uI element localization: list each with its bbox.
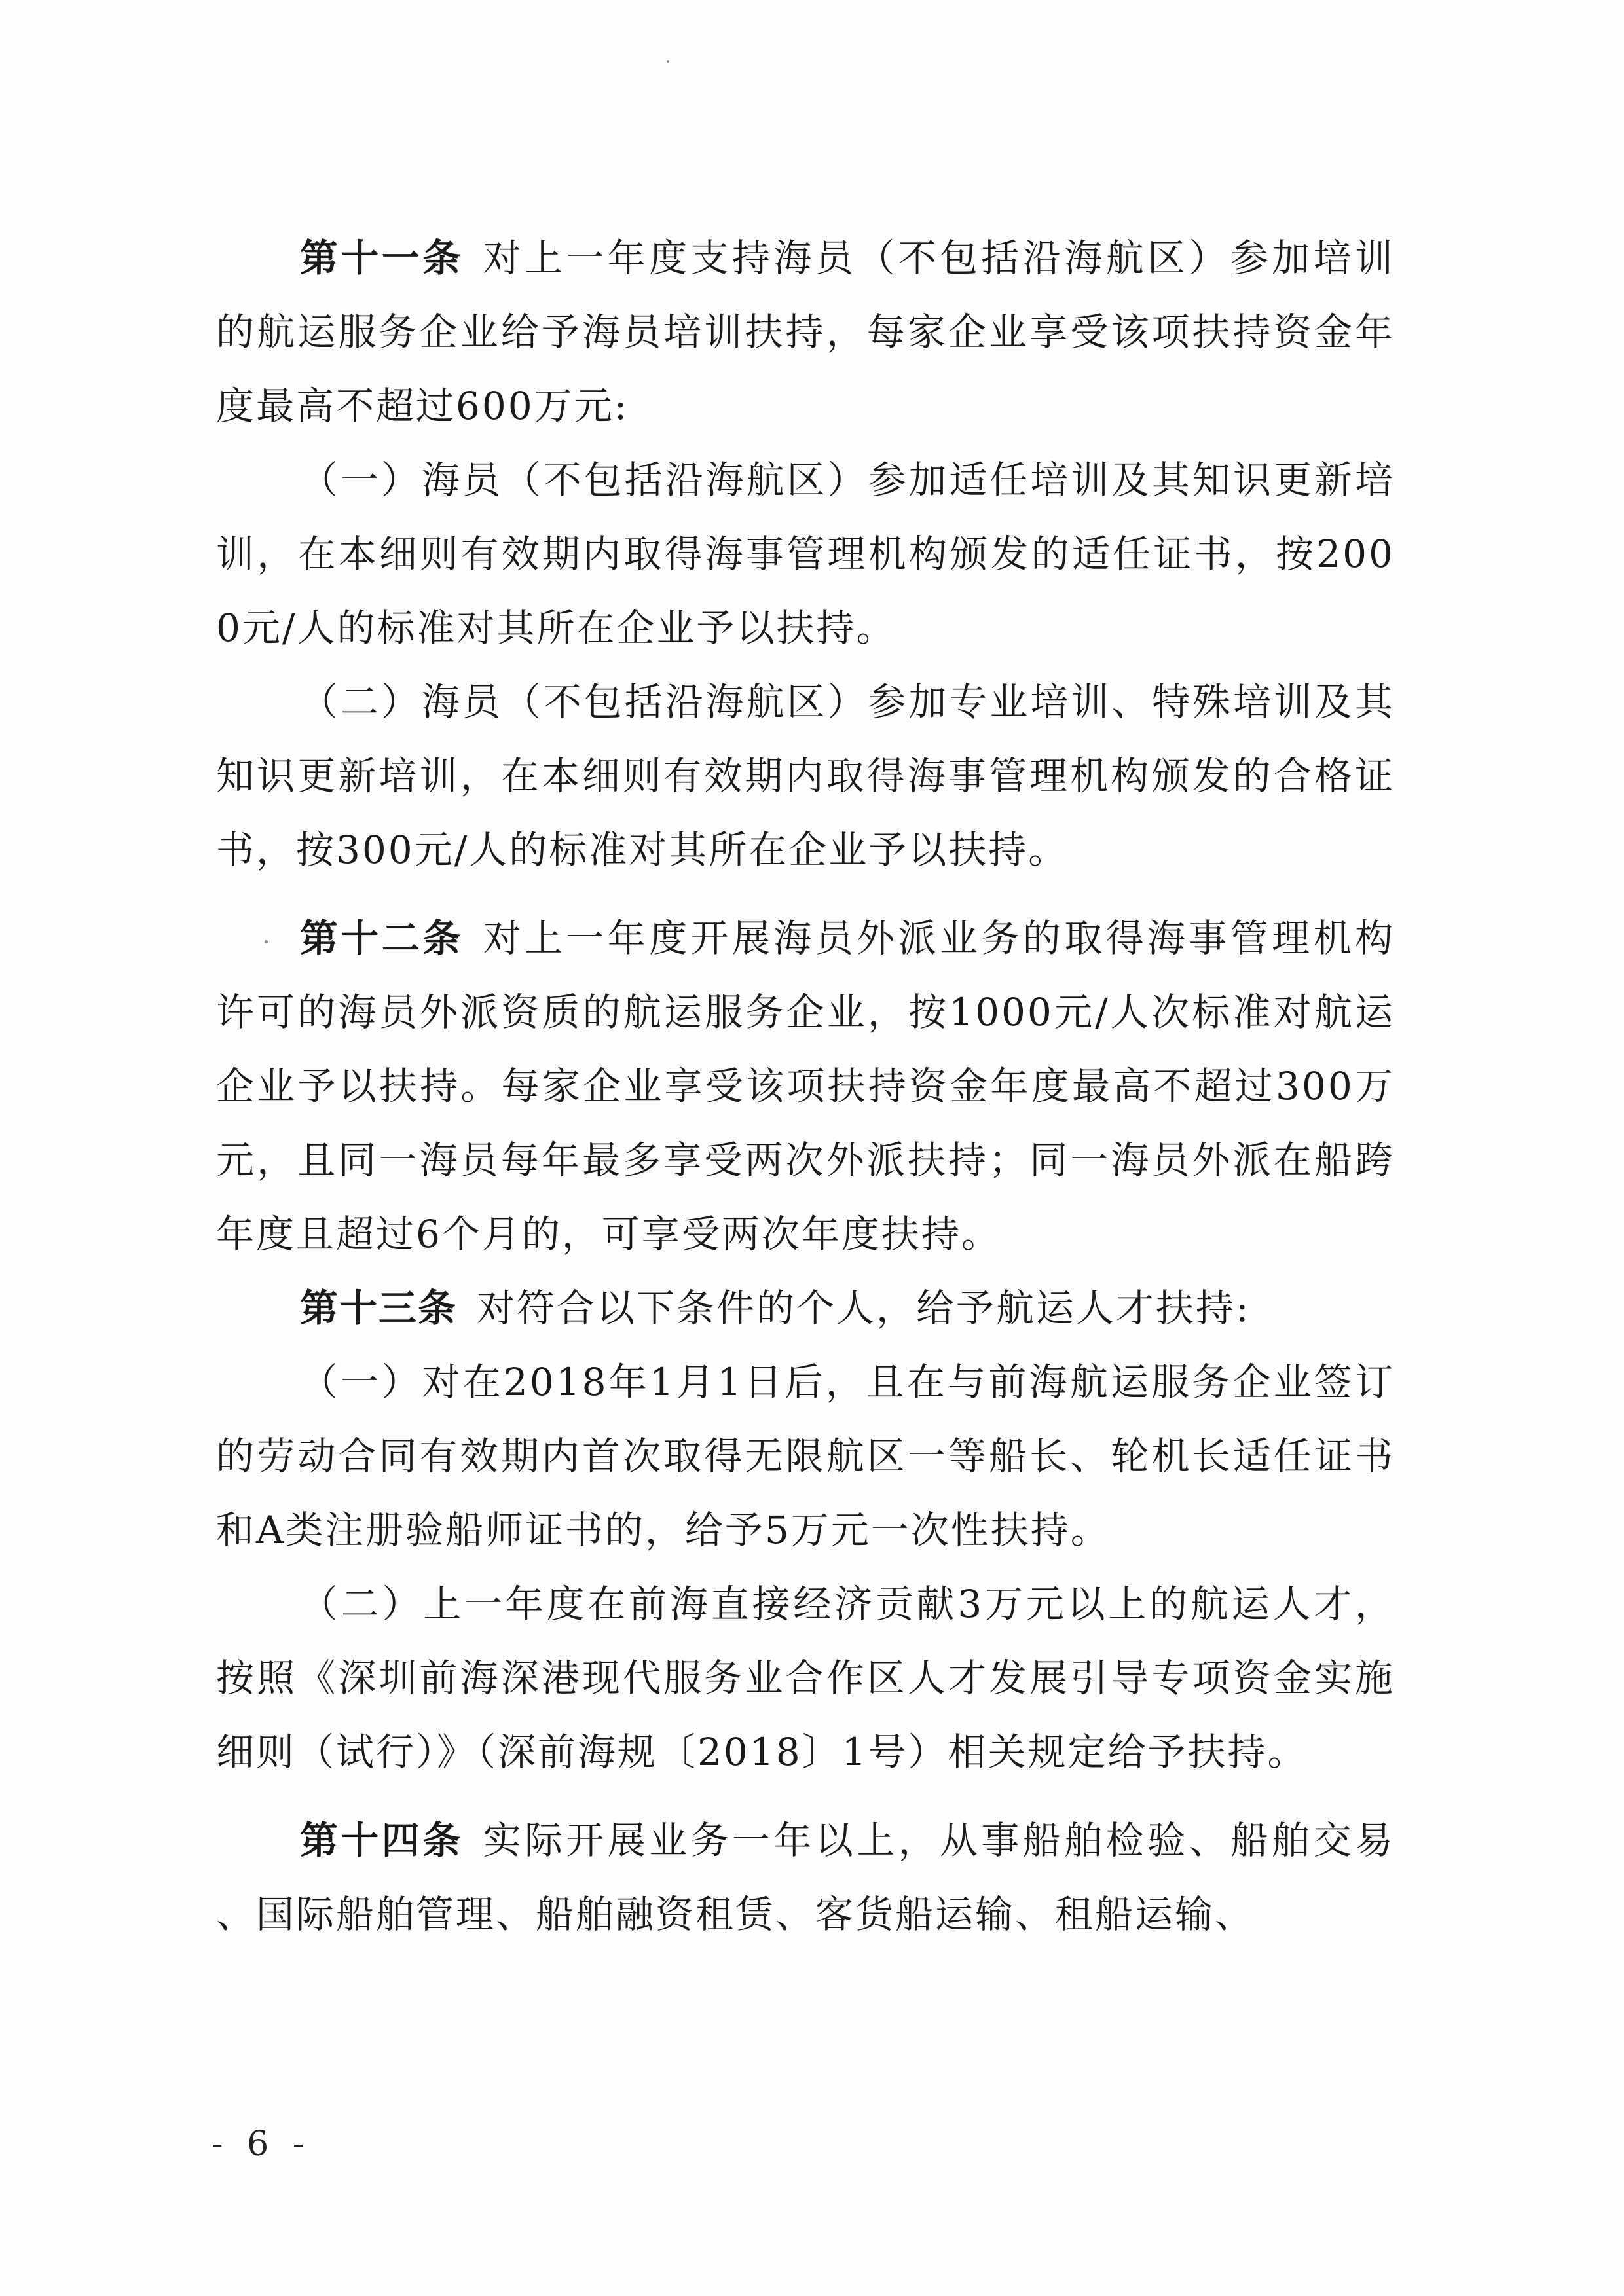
article-11-text: 对上一年度支持海员（不包括沿海航区）参加培训的航运服务企业给予海员培训扶持，每家企业享受该项扶持资金年度最高不超过600万元: — [216, 236, 1395, 428]
article-12-paragraph — [216, 902, 1395, 1271]
document-body — [216, 221, 1395, 1952]
article-14-text: 实际开展业务一年以上，从事船舶检验、船舶交易、国际船舶管理、船舶融资租赁、客货船运输、租船运输、 — [216, 1818, 1395, 1937]
scan-speck — [667, 60, 669, 63]
article-11-item-2-text: （二）海员（不包括沿海航区）参加专业培训、特殊培训及其知识更新培训，在本细则有效期内取得海事管理机构颁发的合格证书，按300元/人的标准对其所在企业予以扶持。 — [216, 680, 1395, 872]
article-13-item-2 — [216, 1567, 1395, 1789]
article-12-text: 对上一年度开展海员外派业务的取得海事管理机构许可的海员外派资质的航运服务企业，按1000元/人次标准对航运企业予以扶持。每家企业享受该项扶持资金年度最高不超过300万元，且同一海员每年最多享受两次外派扶持；同一海员外派在船跨年度且超过6个月的，可享受两次年度扶持。 — [216, 916, 1395, 1256]
article-12-heading: 第十二条 — [300, 916, 464, 960]
article-13-item-1-text: （一）对在2018年1月1日后，且在与前海航运服务企业签订的劳动合同有效期内首次取得无限航区一等船长、轮机长适任证书和A类注册验船师证书的，给予5万元一次性扶持。 — [216, 1360, 1395, 1552]
article-11-item-2 — [216, 665, 1395, 887]
article-11-paragraph — [216, 221, 1395, 443]
article-13-item-1 — [216, 1345, 1395, 1567]
article-13-text: 对符合以下条件的个人，给予航运人才扶持: — [477, 1286, 1251, 1330]
article-13-item-2-text: （二）上一年度在前海直接经济贡献3万元以上的航运人才，按照《深圳前海深港现代服务业合作区人才发展引导专项资金实施细则（试行）》（深前海规〔2018〕1号）相关规定给予扶持。 — [216, 1582, 1395, 1774]
article-11-item-1 — [216, 443, 1395, 665]
article-11-heading: 第十一条 — [300, 236, 464, 280]
article-14-paragraph — [216, 1804, 1395, 1952]
article-14-heading: 第十四条 — [300, 1818, 464, 1863]
article-13-heading: 第十三条 — [300, 1286, 458, 1330]
page-number: - 6 - — [212, 2124, 311, 2164]
article-13-paragraph — [216, 1271, 1395, 1345]
article-11-item-1-text: （一）海员（不包括沿海航区）参加适任培训及其知识更新培训，在本细则有效期内取得海事管理机构颁发的适任证书，按2000元/人的标准对其所在企业予以扶持。 — [216, 458, 1395, 650]
